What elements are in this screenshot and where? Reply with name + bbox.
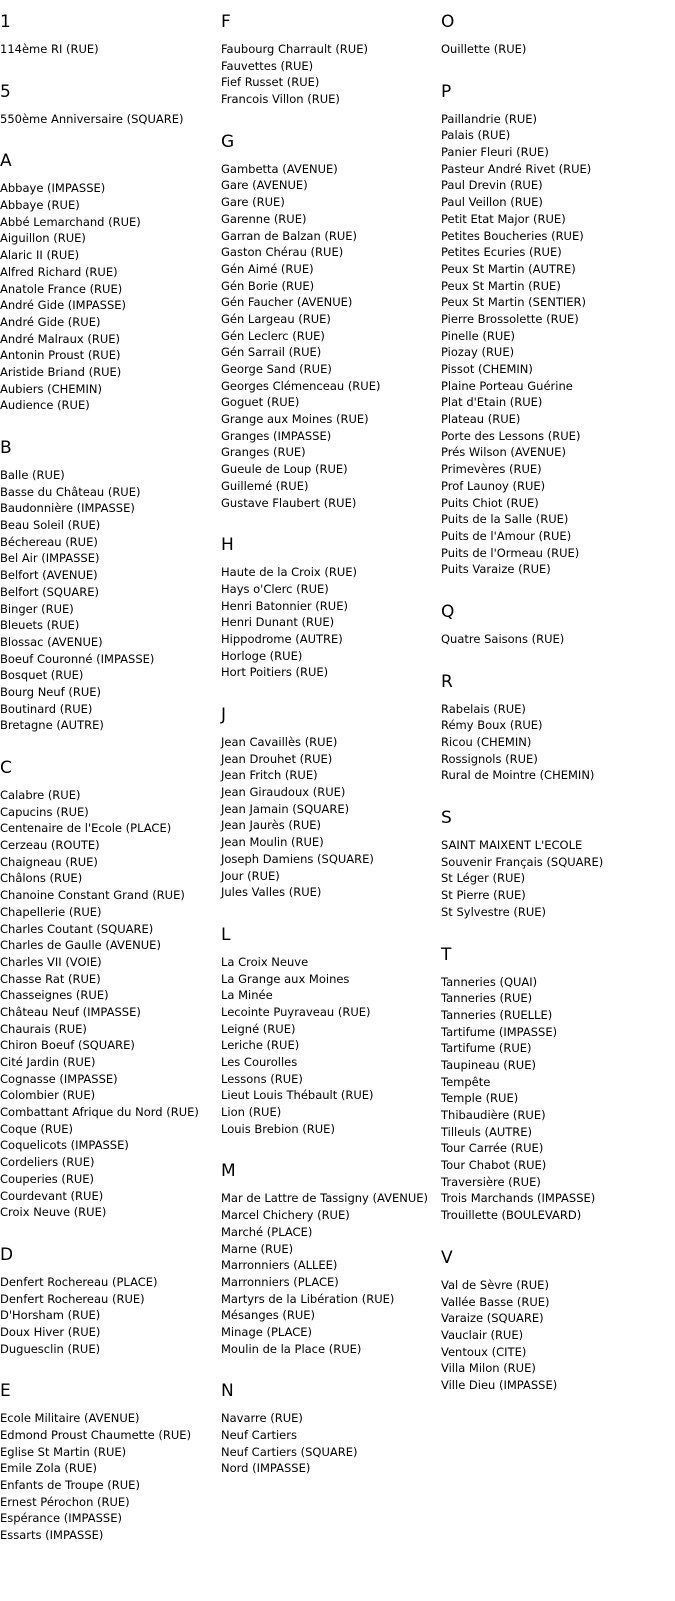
street-index-column-2 bbox=[221, 0, 436, 1489]
section-letter-heading: O bbox=[441, 12, 455, 32]
street-entry: Taupineau (RUE) bbox=[441, 1057, 536, 1072]
street-entry: Leigné (RUE) bbox=[221, 1021, 296, 1036]
street-entry: Chasseignes (RUE) bbox=[0, 988, 109, 1003]
street-entry: Rural de Mointre (CHEMIN) bbox=[441, 768, 595, 783]
street-entry: Béchereau (RUE) bbox=[0, 534, 98, 549]
section-spacer bbox=[221, 1477, 436, 1489]
street-entry: Pissot (CHEMIN) bbox=[441, 362, 533, 376]
street-entry: Chapellerie (RUE) bbox=[0, 904, 102, 919]
letter-section bbox=[0, 426, 215, 746]
street-entry: Puits de la Salle (RUE) bbox=[441, 512, 569, 527]
street-entry: Aiguillon (RUE) bbox=[0, 231, 86, 246]
street-entry: Gambetta (AVENUE) bbox=[221, 161, 338, 176]
section-letter-heading: B bbox=[0, 438, 12, 458]
street-entry: Chiron Boeuf (SQUARE) bbox=[0, 1038, 135, 1053]
street-entry: Mar de Lattre de Tassigny (AVENUE) bbox=[221, 1191, 429, 1206]
street-entry: Beau Soleil (RUE) bbox=[0, 518, 101, 533]
street-entry: Hort Poitiers (RUE) bbox=[221, 665, 329, 680]
street-entry: Couperies (RUE) bbox=[0, 1171, 95, 1186]
street-entry: Palais (RUE) bbox=[441, 128, 511, 143]
street-entry: Tartifume (IMPASSE) bbox=[441, 1024, 558, 1039]
street-entry: Pinelle (RUE) bbox=[441, 328, 516, 343]
street-entry: Trois Marchands (IMPASSE) bbox=[441, 1191, 596, 1206]
street-entry: Denfert Rochereau (RUE) bbox=[0, 1291, 145, 1306]
street-entry: Tartifume (RUE) bbox=[441, 1041, 532, 1056]
street-entry: Peux St Martin (AUTRE) bbox=[441, 261, 576, 276]
street-entry: Porte des Lessons (RUE) bbox=[441, 428, 581, 443]
street-entry: Rabelais (RUE) bbox=[441, 701, 526, 716]
street-entry: Joseph Damiens (SQUARE) bbox=[221, 851, 374, 866]
street-entry: Baudonnière (IMPASSE) bbox=[0, 501, 135, 516]
street-entry: Gén Borie (RUE) bbox=[221, 278, 315, 293]
street-entry: Granges (RUE) bbox=[221, 445, 306, 460]
street-entry: Marronniers (PLACE) bbox=[221, 1274, 339, 1289]
street-entry: Chaigneau (RUE) bbox=[0, 854, 98, 869]
street-entry: Charles VII (VOIE) bbox=[0, 954, 102, 969]
street-entry: Prof Launoy (RUE) bbox=[441, 478, 546, 493]
section-spacer bbox=[0, 414, 215, 426]
street-entry: Cerzeau (ROUTE) bbox=[0, 838, 100, 853]
street-entry: Goguet (RUE) bbox=[221, 395, 300, 410]
street-entry: Gén Faucher (AVENUE) bbox=[221, 295, 353, 310]
street-entry: Guillemé (RUE) bbox=[221, 478, 309, 493]
street-entry: Jean Moulin (RUE) bbox=[221, 835, 324, 850]
street-entry: Coquelicots (IMPASSE) bbox=[0, 1138, 129, 1153]
street-entry: 114ème RI (RUE) bbox=[0, 42, 99, 56]
section-spacer bbox=[221, 901, 436, 913]
street-entry: Lecointe Puyraveau (RUE) bbox=[221, 1004, 371, 1019]
street-entry: Petit Etat Major (RUE) bbox=[441, 211, 566, 226]
section-spacer bbox=[0, 127, 215, 139]
street-entry: Jean Drouhet (RUE) bbox=[221, 751, 333, 766]
street-entry: Cognasse (IMPASSE) bbox=[0, 1071, 118, 1086]
street-index-column-1 bbox=[0, 0, 215, 1556]
street-entry: Paul Drevin (RUE) bbox=[441, 178, 543, 193]
street-entry: Horloge (RUE) bbox=[221, 648, 303, 663]
street-entry: Chanoine Constant Grand (RUE) bbox=[0, 888, 185, 903]
section-letter-heading: H bbox=[221, 535, 234, 556]
street-entry: SAINT MAIXENT L'ECOLE bbox=[441, 838, 583, 853]
section-letter-heading: G bbox=[221, 131, 235, 152]
street-entry: Gén Aimé (RUE) bbox=[221, 261, 314, 276]
section-letter-heading: E bbox=[0, 1381, 11, 1402]
street-entry: Alfred Richard (RUE) bbox=[0, 264, 118, 279]
street-entry: D'Horsham (RUE) bbox=[0, 1308, 101, 1323]
street-entry: Jules Valles (RUE) bbox=[221, 885, 322, 900]
section-spacer bbox=[0, 734, 215, 746]
street-entry: Antonin Proust (RUE) bbox=[0, 348, 121, 363]
section-letter-heading: A bbox=[0, 151, 12, 172]
section-spacer bbox=[0, 58, 215, 70]
street-entry: St Pierre (RUE) bbox=[441, 888, 526, 903]
letter-section bbox=[221, 120, 436, 523]
street-entry: Minage (PLACE) bbox=[221, 1324, 313, 1339]
street-entry: St Léger (RUE) bbox=[441, 871, 526, 886]
street-entry: Marcel Chichery (RUE) bbox=[221, 1208, 350, 1223]
section-spacer bbox=[441, 578, 671, 590]
street-entry: Francois Villon (RUE) bbox=[221, 92, 340, 107]
letter-section bbox=[0, 746, 215, 1233]
section-spacer bbox=[221, 108, 436, 120]
street-entry: Binger (RUE) bbox=[0, 601, 74, 616]
street-entry: Louis Brebion (RUE) bbox=[221, 1121, 335, 1136]
section-letter-heading: T bbox=[441, 944, 452, 965]
street-entry: Petites Boucheries (RUE) bbox=[441, 228, 584, 243]
street-entry: Duguesclin (RUE) bbox=[0, 1341, 101, 1356]
letter-section bbox=[0, 1369, 215, 1556]
street-entry: Jour (RUE) bbox=[221, 868, 280, 883]
section-letter-heading: 1 bbox=[0, 12, 11, 32]
street-entry: Marché (PLACE) bbox=[221, 1224, 313, 1239]
section-letter-heading: P bbox=[441, 81, 452, 102]
street-entry: Puits de l'Ormeau (RUE) bbox=[441, 545, 580, 560]
letter-section bbox=[441, 796, 671, 932]
street-entry: Navarre (RUE) bbox=[221, 1411, 303, 1426]
letter-section bbox=[441, 590, 671, 660]
street-entry: Puits Chiot (RUE) bbox=[441, 495, 539, 510]
street-entry: Gén Leclerc (RUE) bbox=[221, 328, 325, 343]
street-entry: Gén Sarrail (RUE) bbox=[221, 345, 322, 360]
street-entry: Enfants de Troupe (RUE) bbox=[0, 1478, 140, 1493]
street-entry: Puits de l'Amour (RUE) bbox=[441, 528, 572, 543]
street-entry: Rossignols (RUE) bbox=[441, 751, 538, 766]
street-entry: Paillandrie (RUE) bbox=[441, 111, 537, 126]
street-entry: Grange aux Moines (RUE) bbox=[221, 412, 369, 427]
street-entry: Gén Largeau (RUE) bbox=[221, 311, 331, 326]
street-entry: Piozay (RUE) bbox=[441, 345, 515, 360]
street-entry: Neuf Cartiers bbox=[221, 1428, 297, 1442]
section-spacer bbox=[0, 1544, 215, 1556]
street-entry: Mésanges (RUE) bbox=[221, 1308, 315, 1323]
letter-section bbox=[221, 693, 436, 913]
street-entry: Tanneries (QUAI) bbox=[441, 974, 538, 989]
street-entry: Jean Jaurès (RUE) bbox=[221, 818, 322, 833]
street-entry: Quatre Saisons (RUE) bbox=[441, 631, 565, 646]
street-entry: Eglise St Martin (RUE) bbox=[0, 1444, 127, 1459]
street-entry: Gaston Chérau (RUE) bbox=[221, 245, 344, 260]
street-entry: Plat d'Etain (RUE) bbox=[441, 395, 543, 410]
street-entry: Pierre Brossolette (RUE) bbox=[441, 311, 579, 326]
street-entry: Peux St Martin (RUE) bbox=[441, 278, 561, 293]
street-index-column-3 bbox=[441, 0, 671, 1406]
street-entry: Jean Giraudoux (RUE) bbox=[221, 785, 346, 800]
street-entry: Essarts (IMPASSE) bbox=[0, 1528, 104, 1543]
letter-section bbox=[221, 0, 436, 120]
letter-section bbox=[441, 70, 671, 590]
street-entry: Château Neuf (IMPASSE) bbox=[0, 1004, 141, 1019]
street-entry: Fauvettes (RUE) bbox=[221, 58, 314, 73]
street-entry: Belfort (AVENUE) bbox=[0, 568, 98, 583]
street-entry: Varaize (SQUARE) bbox=[441, 1311, 544, 1326]
street-entry: Plaine Porteau Guérine bbox=[441, 378, 573, 393]
section-spacer bbox=[221, 681, 436, 693]
section-letter-heading: D bbox=[0, 1244, 14, 1265]
street-entry: Marne (RUE) bbox=[221, 1241, 294, 1256]
street-entry: Ouillette (RUE) bbox=[441, 42, 527, 56]
section-spacer bbox=[221, 1357, 436, 1369]
street-entry: Marronniers (ALLEE) bbox=[221, 1258, 338, 1273]
street-entry: Neuf Cartiers (SQUARE) bbox=[221, 1444, 358, 1459]
street-entry: André Gide (IMPASSE) bbox=[0, 298, 127, 313]
street-entry: Blossac (AVENUE) bbox=[0, 634, 103, 649]
street-entry: Centenaire de l'Ecole (PLACE) bbox=[0, 821, 172, 836]
letter-section bbox=[441, 660, 671, 796]
section-letter-heading: 5 bbox=[0, 81, 11, 102]
street-entry: Cordeliers (RUE) bbox=[0, 1155, 95, 1170]
street-entry: Moulin de la Place (RUE) bbox=[221, 1341, 362, 1356]
street-entry: Les Courolles bbox=[221, 1055, 298, 1069]
street-entry: Vallée Basse (RUE) bbox=[441, 1294, 550, 1309]
street-entry: Faubourg Charrault (RUE) bbox=[221, 42, 368, 56]
street-entry: Panier Fleuri (RUE) bbox=[441, 145, 549, 160]
letter-section bbox=[0, 1233, 215, 1369]
street-entry: Tanneries (RUELLE) bbox=[441, 1007, 553, 1022]
street-entry: Tanneries (RUE) bbox=[441, 991, 533, 1006]
street-entry: Alaric II (RUE) bbox=[0, 248, 80, 263]
street-entry: Boutinard (RUE) bbox=[0, 701, 93, 716]
street-entry: Nord (IMPASSE) bbox=[221, 1461, 311, 1476]
street-entry: La Croix Neuve bbox=[221, 954, 309, 969]
street-entry: Abbaye (RUE) bbox=[0, 198, 80, 213]
street-entry: Ecole Militaire (AVENUE) bbox=[0, 1411, 140, 1426]
street-entry: Combattant Afrique du Nord (RUE) bbox=[0, 1105, 199, 1120]
street-entry: Charles de Gaulle (AVENUE) bbox=[0, 938, 161, 953]
street-entry: La Grange aux Moines bbox=[221, 971, 350, 986]
street-entry: Martyrs de la Libération (RUE) bbox=[221, 1291, 395, 1306]
street-entry: Basse du Château (RUE) bbox=[0, 484, 141, 499]
street-entry: Bosquet (RUE) bbox=[0, 668, 84, 683]
street-entry: Anatole France (RUE) bbox=[0, 281, 123, 296]
street-entry: Chasse Rat (RUE) bbox=[0, 971, 101, 986]
street-entry: Jean Fritch (RUE) bbox=[221, 768, 318, 783]
street-entry: Trouillette (BOULEVARD) bbox=[441, 1208, 582, 1223]
street-entry: Primevères (RUE) bbox=[441, 462, 542, 477]
street-entry: Doux Hiver (RUE) bbox=[0, 1324, 101, 1339]
section-letter-heading: C bbox=[0, 758, 12, 778]
section-letter-heading: S bbox=[441, 808, 452, 829]
street-entry: Capucins (RUE) bbox=[0, 804, 89, 819]
street-entry: Georges Clémenceau (RUE) bbox=[221, 378, 381, 393]
section-spacer bbox=[221, 511, 436, 523]
section-spacer bbox=[441, 1224, 671, 1236]
street-entry: Garenne (RUE) bbox=[221, 211, 307, 226]
letter-section bbox=[441, 933, 671, 1236]
street-entry: Coque (RUE) bbox=[0, 1121, 74, 1136]
letter-section bbox=[221, 523, 436, 693]
street-entry: Jean Cavaillès (RUE) bbox=[221, 735, 338, 749]
street-entry: Hays o'Clerc (RUE) bbox=[221, 581, 329, 596]
street-entry: Traversière (RUE) bbox=[441, 1174, 541, 1189]
street-entry: Tilleuls (AUTRE) bbox=[441, 1124, 533, 1139]
street-entry: Petites Ecuries (RUE) bbox=[441, 245, 562, 260]
street-entry: Prés Wilson (AVENUE) bbox=[441, 445, 566, 460]
street-entry: Croix Neuve (RUE) bbox=[0, 1205, 107, 1220]
street-entry: Haute de la Croix (RUE) bbox=[221, 565, 357, 580]
street-entry: Belfort (SQUARE) bbox=[0, 584, 100, 599]
section-spacer bbox=[441, 921, 671, 933]
street-entry: Charles Coutant (SQUARE) bbox=[0, 921, 154, 936]
street-entry: Lion (RUE) bbox=[221, 1105, 282, 1120]
street-entry: Aristide Briand (RUE) bbox=[0, 364, 122, 379]
street-entry: Gueule de Loup (RUE) bbox=[221, 462, 348, 477]
section-letter-heading: V bbox=[441, 1247, 453, 1268]
street-entry: Villa Milon (RUE) bbox=[441, 1361, 536, 1376]
section-letter-heading: N bbox=[221, 1381, 234, 1402]
street-entry: Gare (AVENUE) bbox=[221, 178, 308, 193]
street-entry: André Malraux (RUE) bbox=[0, 331, 120, 346]
street-entry: Ricou (CHEMIN) bbox=[441, 735, 532, 749]
section-spacer bbox=[221, 1137, 436, 1149]
street-entry: Aubiers (CHEMIN) bbox=[0, 381, 102, 396]
street-entry: Ventoux (CITE) bbox=[441, 1344, 527, 1359]
street-entry: 550ème Anniversaire (SQUARE) bbox=[0, 111, 184, 126]
street-entry: Leriche (RUE) bbox=[221, 1038, 300, 1053]
street-entry: Pasteur André Rivet (RUE) bbox=[441, 161, 592, 176]
street-entry: Edmond Proust Chaumette (RUE) bbox=[0, 1428, 192, 1442]
street-entry: Audience (RUE) bbox=[0, 398, 90, 413]
street-entry: Châlons (RUE) bbox=[0, 871, 83, 886]
street-entry: Abbaye (IMPASSE) bbox=[0, 181, 106, 196]
street-entry: Val de Sèvre (RUE) bbox=[441, 1277, 549, 1292]
street-entry: Temple (RUE) bbox=[441, 1091, 519, 1106]
section-letter-heading: L bbox=[221, 924, 231, 945]
letter-section bbox=[0, 139, 215, 426]
street-entry: Tempête bbox=[441, 1074, 491, 1089]
street-entry: Lessons (RUE) bbox=[221, 1071, 303, 1086]
street-entry: Gustave Flaubert (RUE) bbox=[221, 495, 357, 510]
street-entry: Rémy Boux (RUE) bbox=[441, 718, 543, 733]
street-entry: Chaurais (RUE) bbox=[0, 1021, 87, 1036]
street-entry: Granges (IMPASSE) bbox=[221, 428, 332, 443]
section-letter-heading: Q bbox=[441, 601, 455, 622]
street-entry: Fief Russet (RUE) bbox=[221, 75, 320, 90]
street-entry: Cité Jardin (RUE) bbox=[0, 1055, 96, 1069]
street-entry: Espérance (IMPASSE) bbox=[0, 1511, 122, 1526]
street-entry: Emile Zola (RUE) bbox=[0, 1461, 98, 1476]
street-entry: Bleuets (RUE) bbox=[0, 618, 80, 633]
section-spacer bbox=[0, 1357, 215, 1369]
section-letter-heading: J bbox=[221, 705, 227, 725]
section-letter-heading: F bbox=[221, 12, 231, 32]
section-spacer bbox=[441, 1394, 671, 1406]
street-entry: Courdevant (RUE) bbox=[0, 1188, 104, 1203]
street-entry: Garran de Balzan (RUE) bbox=[221, 228, 358, 243]
street-entry: Bourg Neuf (RUE) bbox=[0, 684, 102, 699]
street-entry: Tour Carrée (RUE) bbox=[441, 1141, 544, 1156]
street-entry: Vauclair (RUE) bbox=[441, 1327, 524, 1342]
street-entry: Henri Batonnier (RUE) bbox=[221, 598, 348, 613]
street-entry: Gare (RUE) bbox=[221, 195, 285, 210]
street-entry: André Gide (RUE) bbox=[0, 314, 101, 329]
section-letter-heading: R bbox=[441, 671, 453, 692]
street-entry: Henri Dunant (RUE) bbox=[221, 615, 335, 630]
street-entry: Ville Dieu (IMPASSE) bbox=[441, 1377, 558, 1392]
letter-section bbox=[221, 1149, 436, 1369]
street-entry: Peux St Martin (SENTIER) bbox=[441, 295, 586, 310]
street-entry: Abbé Lemarchand (RUE) bbox=[0, 214, 141, 229]
street-entry: Thibaudière (RUE) bbox=[441, 1108, 546, 1122]
street-entry: Boeuf Couronné (IMPASSE) bbox=[0, 651, 155, 666]
street-entry: Paul Veillon (RUE) bbox=[441, 195, 543, 210]
street-entry: Calabre (RUE) bbox=[0, 788, 81, 802]
section-spacer bbox=[441, 784, 671, 796]
street-entry: Denfert Rochereau (PLACE) bbox=[0, 1274, 158, 1289]
street-entry: Balle (RUE) bbox=[0, 468, 65, 482]
letter-section bbox=[221, 1369, 436, 1489]
street-entry: Lieut Louis Thébault (RUE) bbox=[221, 1088, 374, 1103]
street-entry: Hippodrome (AUTRE) bbox=[221, 631, 343, 646]
street-entry: Colombier (RUE) bbox=[0, 1088, 96, 1103]
section-spacer bbox=[441, 648, 671, 660]
street-entry: Plateau (RUE) bbox=[441, 412, 521, 427]
street-entry: Ernest Pérochon (RUE) bbox=[0, 1494, 130, 1509]
street-entry: La Minée bbox=[221, 988, 273, 1003]
street-entry: George Sand (RUE) bbox=[221, 362, 332, 376]
letter-section bbox=[441, 1236, 671, 1406]
street-entry: Bretagne (AUTRE) bbox=[0, 718, 104, 733]
letter-section bbox=[441, 0, 671, 70]
section-spacer bbox=[441, 58, 671, 70]
street-entry: Jean Jamain (SQUARE) bbox=[221, 801, 350, 816]
letter-section bbox=[221, 913, 436, 1150]
letter-section bbox=[0, 0, 215, 70]
letter-section bbox=[0, 70, 215, 140]
street-entry: Souvenir Français (SQUARE) bbox=[441, 854, 604, 869]
section-letter-heading: M bbox=[221, 1161, 236, 1182]
street-entry: Tour Chabot (RUE) bbox=[441, 1158, 547, 1173]
street-entry: Bel Air (IMPASSE) bbox=[0, 551, 100, 566]
street-entry: St Sylvestre (RUE) bbox=[441, 904, 546, 919]
section-spacer bbox=[0, 1221, 215, 1233]
street-entry: Puits Varaize (RUE) bbox=[441, 562, 551, 577]
